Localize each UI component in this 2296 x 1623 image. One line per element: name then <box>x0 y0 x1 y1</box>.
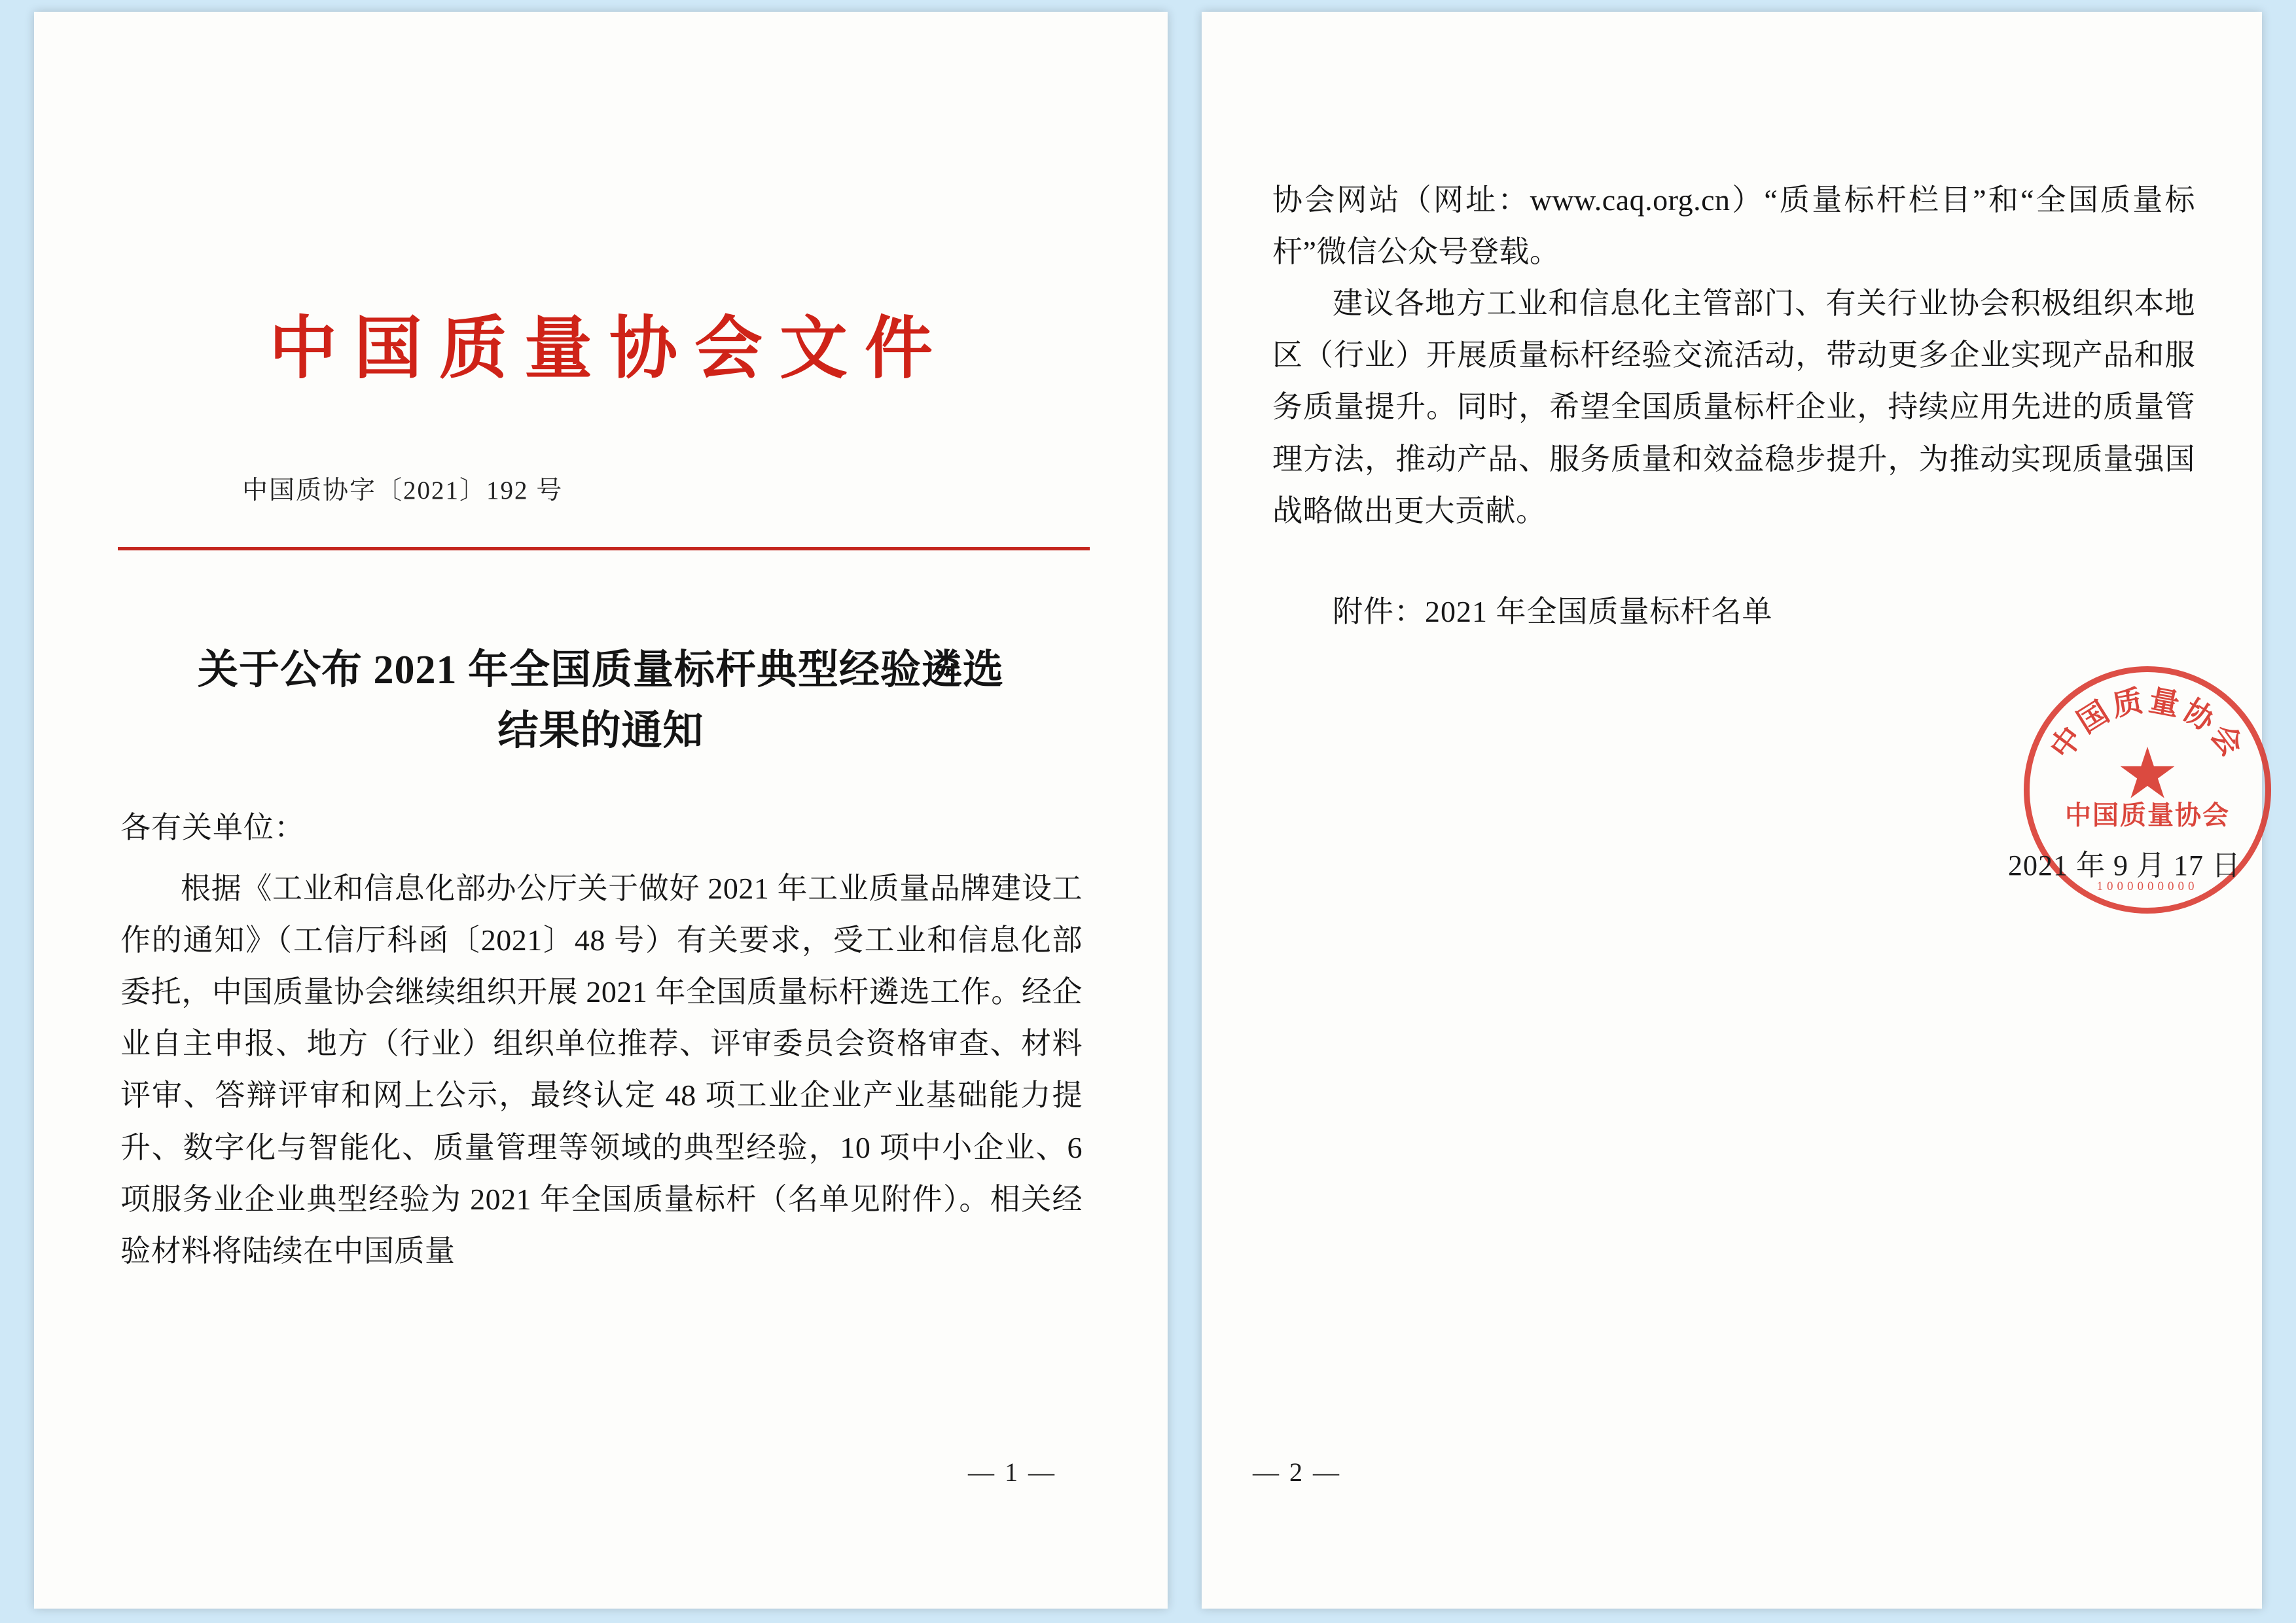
seal-date: 2021 年 9 月 17 日 <box>2008 849 2241 882</box>
salutation: 各有关单位： <box>120 811 305 844</box>
page-title-line-2: 结果的通知 <box>497 709 704 753</box>
page-2-content <box>1202 12 2262 1609</box>
page-2-body <box>1272 174 2195 537</box>
red-divider-rule <box>118 547 1090 550</box>
svg-text:中国质量协会 <box>2044 683 2251 764</box>
page-number-1: — 1 — <box>968 1457 1056 1487</box>
page-1-body <box>120 863 1083 1277</box>
document-page-1 <box>34 12 1168 1609</box>
body-paragraph: 根据《工业和信息化部办公厅关于做好 2021 年工业质量品牌建设工作的通知》（工信厅科函〔2021〕48 号）有关要求，受工业和信息化部委托，中国质量协会继续组织开展 2021 年全国质量标杆遴选工作。经企业自主申报、地方（行业）组织单位推荐、评审委员会资格审查、材料评审、答辩评审和网上公示，最终认定 48 项工业企业产业基础能力提升、数字化与智能化、质量管理等领域的典型经验，10 项中小企业、6 项服务业企业典型经验为 2021 年全国质量标杆（名单见附件）。相关经验材料将陆续在中国质量 <box>120 872 1083 1268</box>
attachment-line: 附件：2021 年全国质量标杆名单 <box>1333 595 1773 628</box>
page-title-line-1: 关于公布 2021 年全国质量标杆典型经验遴选 <box>197 648 1004 692</box>
seal-arc-label: 中国质量协会 <box>2043 683 2251 765</box>
body-paragraph-recommendation: 建议各地方工业和信息化主管部门、有关行业协会积极组织本地区（行业）开展质量标杆经验交流活动，带动更多企业实现产品和服务质量提升。同时，希望全国质量标杆企业，持续应用先进的质量管理方法，推动产品、服务质量和效益稳步提升，为推动实现质量强国战略做出更大贡献。 <box>1272 287 2195 527</box>
page-1-content <box>34 12 1168 1609</box>
masthead-title: 中国质量协会文件 <box>268 312 950 387</box>
seal-star-icon: ★ <box>2115 736 2179 814</box>
seal-serial-code: 1000000000 <box>2096 880 2198 893</box>
page-number-2: — 2 — <box>1253 1457 1341 1487</box>
document-number: 中国质协字〔2021〕192 号 <box>242 476 564 505</box>
document-page-2 <box>1202 12 2262 1609</box>
page-title <box>119 640 1083 762</box>
body-paragraph-continued: 协会网站（网址：www.caq.org.cn）“质量标杆栏目”和“全国质量标杆”微信公众号登载。 <box>1272 183 2195 269</box>
seal-organization-name: 中国质量协会 <box>2065 800 2230 830</box>
